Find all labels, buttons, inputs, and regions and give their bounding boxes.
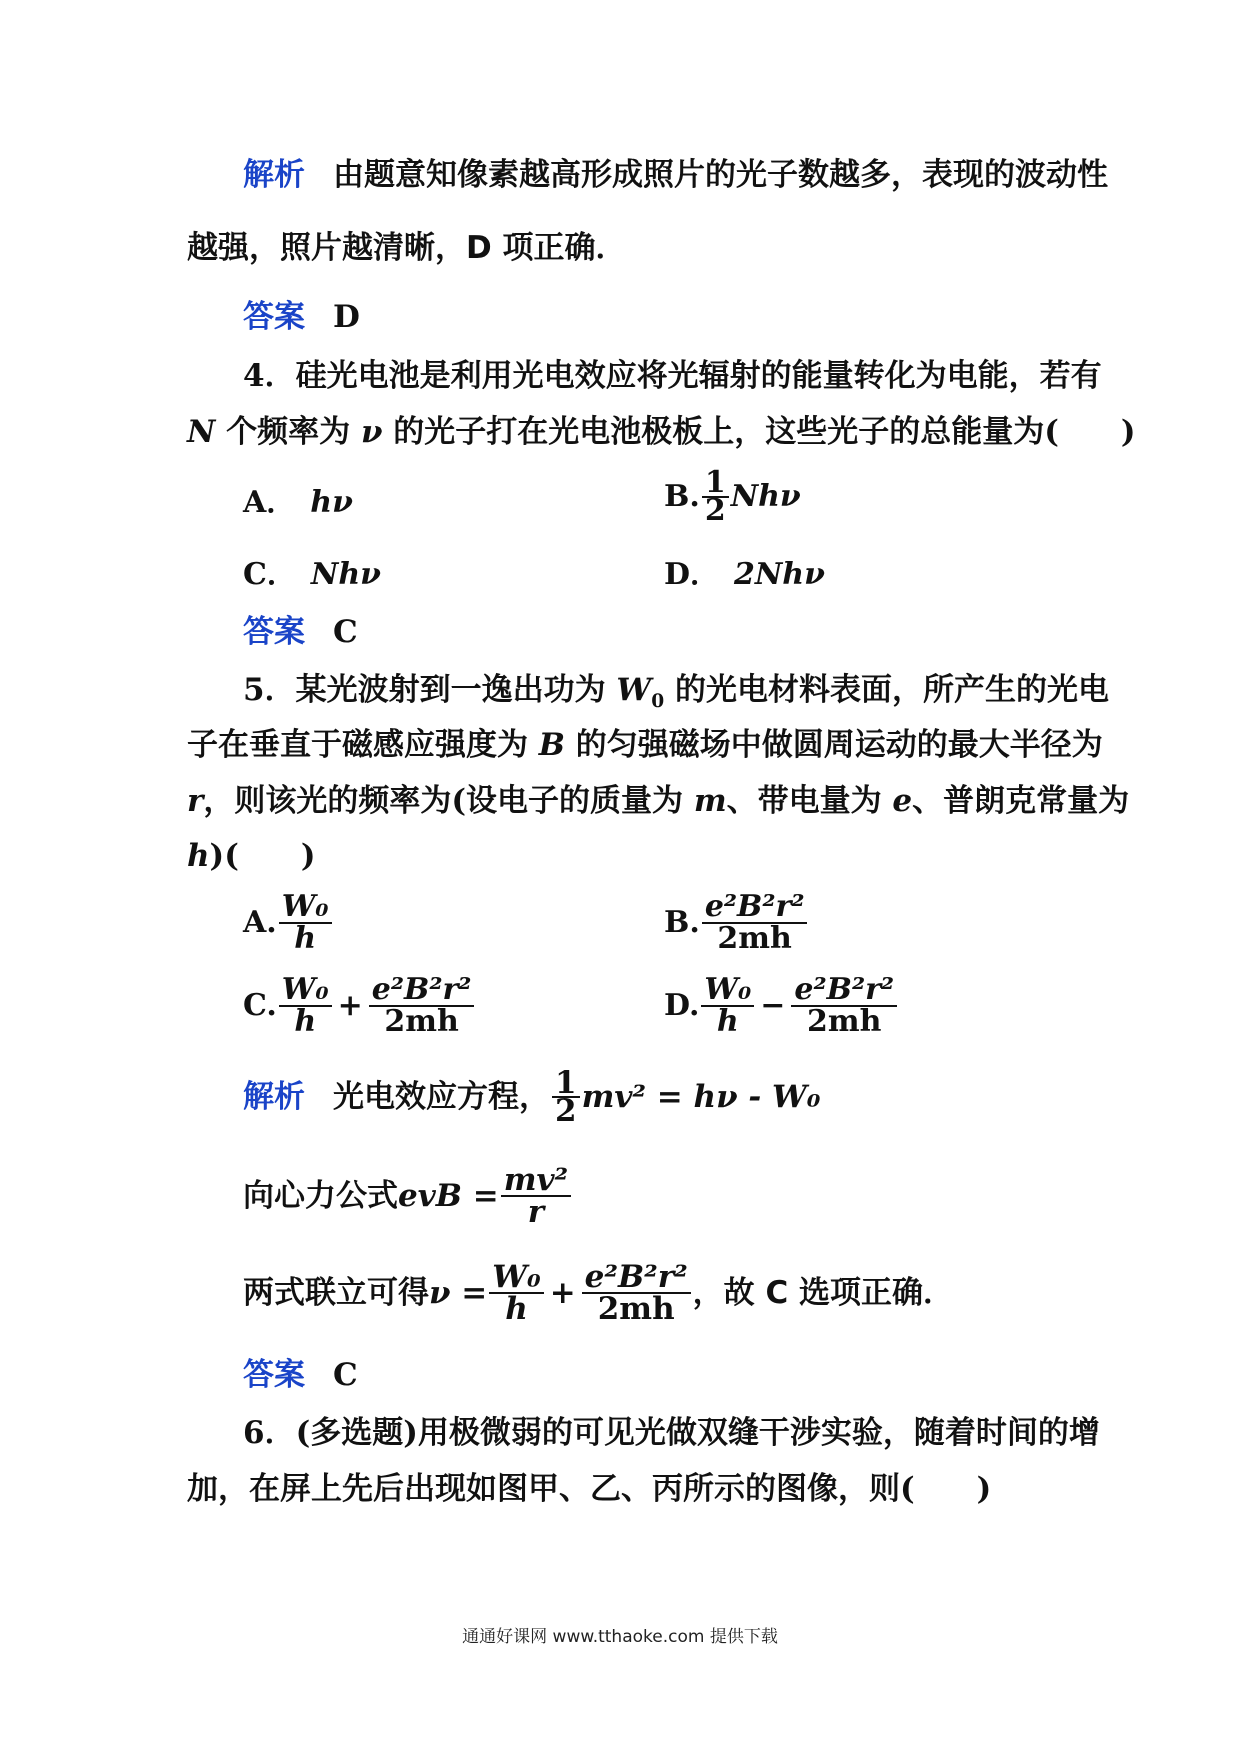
question-5-line-4 [187,836,316,876]
question-text: 5．某光波射到一逸出功为 [243,672,617,708]
question-4-line-2 [187,412,1136,452]
fraction: $\frac{\text{mv²}}{r}$ [501,1165,571,1227]
fraction: $\frac{\text{W₀}}{h}$ [489,1262,543,1324]
answer-value: C [333,614,358,650]
answer-value: C [333,1357,358,1393]
option-c[interactable] [243,555,381,595]
option-label: C． [243,557,297,592]
fraction: $\frac{\text{W₀}}{h}$ [279,975,332,1037]
option-label: A． [243,485,297,520]
analysis-text: 向心力公式 [243,1178,398,1214]
var-h: h [187,838,210,874]
analysis-line-2 [187,228,627,268]
fraction: $\frac{\text{e²B²r²}}{2mh}$ [369,975,475,1037]
question-5-line-1 [243,670,1109,722]
option-d[interactable] [664,972,899,1039]
question-text: 、带电量为 [726,783,893,819]
analysis-line-1 [243,155,1108,195]
question-6-line-2 [187,1469,991,1509]
fraction: $\frac{\text{e²B²r²}}{2mh}$ [702,892,808,954]
analysis-line-2 [243,1162,573,1230]
question-text: 6．(多选题)用极微弱的可见光做双缝干涉实验，随着时间的增 [243,1415,1100,1451]
page-footer: 通通好课网 www.tthaoke.com 提供下载 [462,1627,778,1647]
question-text: 、普朗克常量为 [912,783,1130,819]
equation: evB = [398,1178,499,1214]
option-label: B. [664,479,700,514]
answer-label: 答案 [243,299,305,335]
analysis-text: 光电效应方程， [333,1079,550,1115]
answer-label: 答案 [243,614,305,650]
analysis-text: ，故 C 选项正确． [692,1275,955,1311]
question-text: 个频率为 [215,414,361,450]
option-a[interactable] [243,889,334,956]
question-4-line-1 [243,356,1102,396]
question-text: 子在垂直于磁感应强度为 [187,727,539,763]
plus-sign: + [549,1275,576,1311]
answer-value: D [333,299,360,335]
option-text: hν [310,485,353,520]
question-5-line-2 [187,725,1103,765]
option-label: D. [664,988,700,1023]
var-r: r [187,783,204,819]
question-text: ，则该光的频率为(设电子的质量为 [203,783,694,819]
fraction: $\frac{1}{2}$ [552,1070,580,1124]
question-text: 4．硅光电池是利用光电效应将光辐射的能量转化为电能，若有 [243,358,1102,394]
option-label: B. [664,905,700,940]
option-text: 2Nhν [734,557,825,592]
question-text: 的光电材料表面，所产生的光电 [664,672,1109,708]
equation: mv² = hν - W₀ [581,1079,821,1115]
analysis-text: 越强，照片越清晰，D 项正确． [187,230,627,266]
option-label: D． [664,557,721,592]
option-text: Nhν [730,479,801,514]
option-b[interactable] [664,465,801,528]
analysis-text: 两式联立可得 [243,1275,429,1311]
var-nu: ν [360,414,383,450]
var-n: N [187,414,216,450]
var-w: W [616,672,652,708]
equation: ν = [429,1275,488,1311]
var-m: m [693,783,727,819]
answer-label: 答案 [243,1357,305,1393]
option-c[interactable] [243,972,476,1039]
option-b[interactable] [664,889,809,956]
answer-line [243,1355,358,1395]
fraction: $\frac{\text{e²B²r²}}{2mh}$ [582,1262,691,1324]
subscript: 0 [651,691,665,713]
option-d[interactable] [664,555,825,595]
analysis-label: 解析 [243,157,305,193]
fraction: $\frac{1}{2}$ [702,470,729,524]
plus-sign: + [337,988,363,1023]
question-6-line-1 [243,1413,1100,1453]
option-a[interactable] [243,483,353,523]
analysis-text: 由题意知像素越高形成照片的光子数越多，表现的波动性 [333,157,1108,193]
answer-line [243,297,360,337]
analysis-line-3 [243,1259,955,1327]
minus-sign: − [760,988,786,1023]
option-text: Nhν [310,557,381,592]
analysis-label: 解析 [243,1079,305,1115]
var-b: B [538,727,565,763]
question-text: 的匀强磁场中做圆周运动的最大半径为 [565,727,1103,763]
fraction: $\frac{\text{e²B²r²}}{2mh}$ [791,975,897,1037]
fraction: $\frac{\text{W₀}}{h}$ [701,975,754,1037]
question-text: )( ) [209,838,316,874]
option-label: C. [243,988,277,1023]
answer-line [243,612,358,652]
question-text: 的光子打在光电池极板上，这些光子的总能量为( ) [382,414,1136,450]
analysis-line-1 [243,1065,821,1129]
option-label: A. [243,905,277,940]
fraction: $\frac{\text{W₀}}{h}$ [279,892,332,954]
question-text: 加，在屏上先后出现如图甲、乙、丙所示的图像，则( ) [187,1471,992,1507]
question-5-line-3 [187,781,1129,821]
var-e: e [892,783,913,819]
